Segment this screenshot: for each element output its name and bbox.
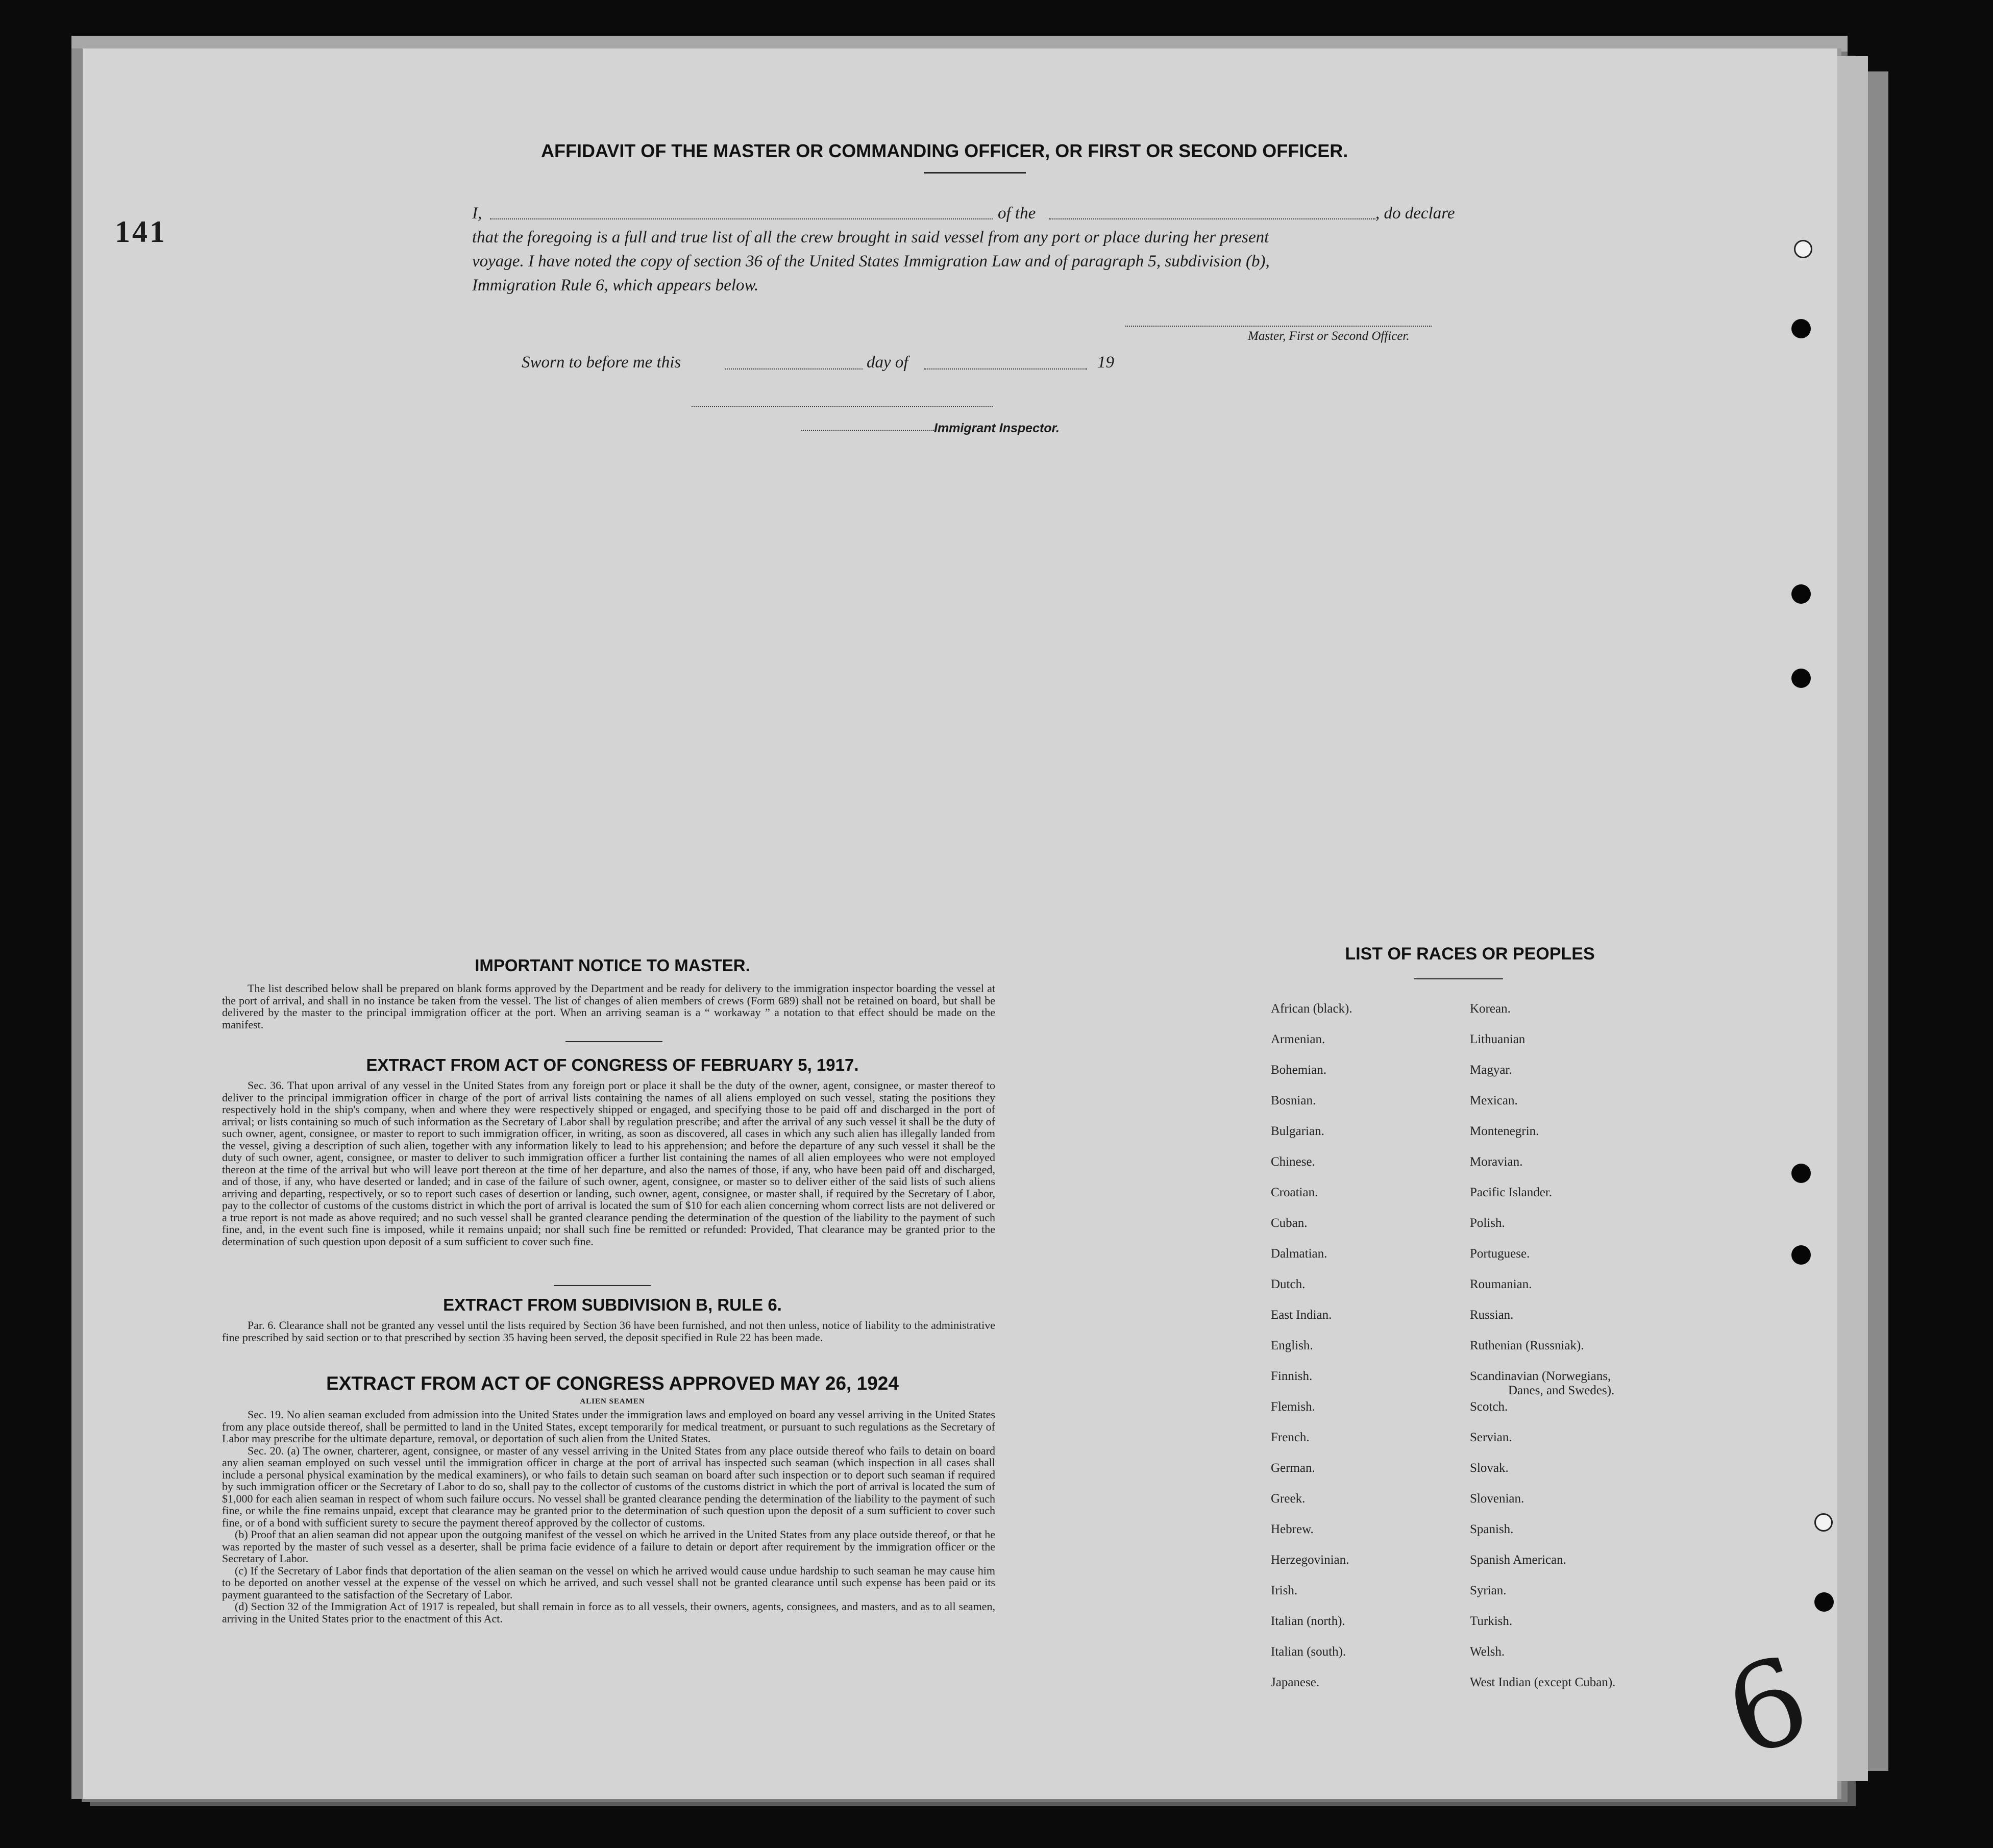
extract3-title: EXTRACT FROM ACT OF CONGRESS APPROVED MAY 26, 1924	[326, 1373, 899, 1394]
title-underline	[924, 172, 1026, 174]
race-entry: Greek.	[1271, 1492, 1306, 1506]
day-blank[interactable]	[725, 368, 863, 369]
race-entry: Hebrew.	[1271, 1522, 1314, 1536]
race-entry: Lithuanian	[1470, 1032, 1525, 1046]
binder-hole	[1791, 319, 1811, 338]
page-number: 141	[115, 215, 167, 249]
race-entry: Syrian.	[1470, 1584, 1507, 1597]
race-entry: Croatian.	[1271, 1186, 1318, 1199]
binder-hole	[1791, 669, 1811, 688]
extract3-subtitle: ALIEN SEAMEN	[580, 1397, 645, 1406]
race-entry: Finnish.	[1271, 1369, 1313, 1383]
inspector-label: Immigrant Inspector.	[934, 421, 1060, 435]
affidavit-line-2: that the foregoing is a full and true list of all the crew brought in said vessel from any port or place during her present	[472, 228, 1269, 247]
race-entry: Dutch.	[1271, 1277, 1306, 1291]
race-entry: Bohemian.	[1271, 1063, 1327, 1077]
race-entry: Italian (north).	[1271, 1614, 1345, 1628]
race-entry: Portuguese.	[1470, 1247, 1530, 1261]
race-entry: Italian (south).	[1271, 1645, 1346, 1659]
extract2-body: Par. 6. Clearance shall not be granted any vessel until the lists required by Section 36 have been furnished, and not then unless, notice of liability to the administrative fine prescribed by said section or to that prescribed by section 35 having been served, the deposit specified in Rule 22 has been made.	[222, 1319, 995, 1344]
divider	[565, 1041, 662, 1042]
race-entry: Servian.	[1470, 1431, 1512, 1444]
race-entry: Flemish.	[1271, 1400, 1315, 1414]
extract2-title: EXTRACT FROM SUBDIVISION B, RULE 6.	[443, 1295, 782, 1314]
race-entry: Ruthenian (Russniak).	[1470, 1339, 1584, 1352]
stacked-page-edge	[1837, 56, 1868, 1781]
notice-title: IMPORTANT NOTICE TO MASTER.	[475, 956, 750, 975]
race-entry: Moravian.	[1470, 1155, 1523, 1169]
stacked-page-edge-dark	[1868, 71, 1888, 1771]
race-entry: Scandinavian (Norwegians,	[1470, 1369, 1611, 1383]
race-entry: Dalmatian.	[1271, 1247, 1327, 1261]
race-entry: Russian.	[1470, 1308, 1514, 1322]
races-title-underline	[1414, 978, 1503, 979]
race-entry: Bulgarian.	[1271, 1124, 1324, 1138]
race-entry: Irish.	[1271, 1584, 1298, 1597]
affidavit-of-the: of the	[998, 204, 1036, 223]
race-entry: Armenian.	[1271, 1032, 1325, 1046]
divider	[554, 1285, 651, 1286]
race-entry: Magyar.	[1470, 1063, 1512, 1077]
race-entry: Roumanian.	[1470, 1277, 1532, 1291]
race-entry: Cuban.	[1271, 1216, 1308, 1230]
binder-hole	[1814, 1513, 1833, 1532]
race-entry: Pacific Islander.	[1470, 1186, 1553, 1199]
race-entry: Polish.	[1470, 1216, 1505, 1230]
day-of-label: day of	[867, 353, 908, 372]
month-blank[interactable]	[924, 368, 1087, 369]
inspector-signature-blank[interactable]	[692, 406, 993, 407]
binder-hole	[1791, 1164, 1811, 1183]
affidavit-line-3: voyage. I have noted the copy of section 36 of the United States Immigration Law and of paragraph 5, subdivision (b),	[472, 252, 1270, 270]
binder-hole	[1814, 1592, 1834, 1612]
race-entry: Slovenian.	[1470, 1492, 1524, 1506]
handwritten-number: 6	[1711, 1630, 1824, 1784]
race-entry: German.	[1271, 1461, 1315, 1475]
race-entry: Slovak.	[1470, 1461, 1509, 1475]
extract1-body: Sec. 36. That upon arrival of any vessel in the United States from any foreign port or place it shall be the duty of the owner, agent, consignee, or master thereof to deliver to the principal immigration officer in charge of the port of arrival lists containing the names of all aliens employed on such vessel, stating the positions they respectively hold in the ship's company, when and where they were respectively shipped or engaged, and specifying those to be paid off and discharged in the port of arrival; or lists containing so much of such information as the Secretary of Labor shall by regulation prescribe; and after the arrival of any such vessel it shall be the duty of such owner, agent, consignee, or master to report to such immigration officer, in writing, as soon as discovered, all cases in which any such alien has illegally landed from the vessel, giving a description of such alien, together with any information likely to lead to his apprehension; and before the departure of any such vessel it shall be the duty of such owner, agent, consignee, or master to deliver to such immigration officer a further list containing the names of all alien employees who were not employed thereon at the time of the arrival but who will leave port thereon at the time of her departure, and also the names of those, if any, who have been paid off and discharged, and of those, if any, who have deserted or landed; and in case of the failure of such owner, agent, consignee, or master so to deliver either of the said lists of such aliens arriving and departing, respectively, or so to report such cases of desertion or landing, such owner, agent, consignee, or master shall, if required by the Secretary of Labor, pay to the collector of customs of the customs district in which the port of arrival is located the sum of $10 for each alien concerning whom correct lists are not delivered or a true report is not made as above required; and no such vessel shall be granted clearance pending the determination of the question of the liability to the payment of such fine, and, in the event such fine is imposed, while it remains unpaid; nor shall such fine be remitted or refunded: Provided, That clearance may be granted prior to the determination of such question upon deposit of a sum sufficient to cover such fine.	[222, 1079, 995, 1248]
binder-hole	[1794, 240, 1812, 258]
vessel-blank[interactable]	[1049, 218, 1375, 219]
race-entry: Bosnian.	[1271, 1094, 1316, 1107]
extract1-title: EXTRACT FROM ACT OF CONGRESS OF FEBRUARY 5, 1917.	[366, 1055, 859, 1074]
race-entry: Welsh.	[1470, 1645, 1505, 1659]
extract3-body	[222, 1409, 995, 1624]
race-entry: Scotch.	[1470, 1400, 1508, 1414]
extract3-sec19: Sec. 19. No alien seaman excluded from admission into the United States under the immigration laws and employed on board any vessel arriving in the United States from any place outside thereof, shall be permitted to land in the United States, except temporarily for medical treatment, or pursuant to such regulations as the Secretary of Labor may prescribe for the ultimate departure, removal, or deportation of such alien from the United States.	[222, 1408, 995, 1445]
inspector-dots	[801, 430, 934, 431]
race-entry: West Indian (except Cuban).	[1470, 1675, 1616, 1689]
signature-label: Master, First or Second Officer.	[1248, 329, 1410, 343]
extract3-sec20c: (c) If the Secretary of Labor finds that deportation of the alien seaman on the vessel on which he arrived would cause undue hardship to such seaman he may cause him to be deported on another vessel at the expense of the vessel on which he arrived, and such vessel shall not be granted clearance until such expense has been paid or its payment guaranteed to the satisfaction of the Secretary of Labor.	[222, 1564, 995, 1601]
race-entry: East Indian.	[1271, 1308, 1332, 1322]
extract3-sec20a: Sec. 20. (a) The owner, charterer, agent, consignee, or master of any vessel arriving in the United States from any place outside thereof who fails to detain on board any alien seaman employed on such vessel until the immigration officer in charge at the port of arrival has inspected such seaman (which inspection in all cases shall include a personal physical examination by the medical examiners), or who fails to detain such seaman on board after such inspection or to deport such seaman if required by such immigration officer or the Secretary of Labor to do so, shall pay to the collector of customs of the customs district in which the port of arrival is located the sum of $1,000 for each alien seaman in respect of whom such failure occurs. No vessel shall be granted clearance pending the determination of the liability to the payment of such fine, or while the fine remains unpaid, except that clearance may be granted prior to the determination of such question upon the deposit of a sum sufficient to cover such fine, or of a bond with sufficient surety to secure the payment thereof approved by the collector of customs.	[222, 1444, 995, 1529]
signature-blank[interactable]	[1125, 326, 1432, 327]
affidavit-declare: , do declare	[1375, 204, 1455, 223]
race-entry: Japanese.	[1271, 1675, 1320, 1689]
extract3-sec20b: (b) Proof that an alien seaman did not appear upon the outgoing manifest of the vessel on which he arrived in the United States from any place outside thereof, or that he was reported by the master of such vessel as a deserter, shall be prima facie evidence of a failure to detain or deport after requirement by the immigration officer or the Secretary of Labor.	[222, 1528, 995, 1565]
race-entry: African (black).	[1271, 1002, 1352, 1016]
races-title: LIST OF RACES OR PEOPLES	[1345, 944, 1595, 964]
extract3-sec20d: (d) Section 32 of the Immigration Act of 1917 is repealed, but shall remain in force as to all vessels, their owners, agents, consignees, and masters, and as to all seamen, arriving in the United States prior to the enactment of this Act.	[222, 1600, 995, 1625]
affidavit-i: I,	[472, 204, 482, 223]
name-blank[interactable]	[490, 218, 993, 219]
page-left-shadow	[71, 48, 83, 1799]
race-entry: French.	[1271, 1431, 1310, 1444]
binder-hole	[1791, 584, 1811, 604]
race-entry: Korean.	[1470, 1002, 1511, 1016]
sworn-label: Sworn to before me this	[522, 353, 681, 372]
year-label: 19	[1097, 353, 1114, 372]
race-entry: Mexican.	[1470, 1094, 1518, 1107]
affidavit-line-4: Immigration Rule 6, which appears below.	[472, 276, 759, 294]
race-entry: Spanish.	[1470, 1522, 1514, 1536]
notice-body: The list described below shall be prepared on blank forms approved by the Department and be ready for delivery to the immigration inspector boarding the vessel at the port of arrival, and shall in no instance be taken from the vessel. The list of changes of alien members of crews (Form 689) shall not be retained on board, but shall be delivered by the master to the principal immigration officer at the port. When an arriving seaman is a “ workaway ” a notation to that effect should be made on the manifest.	[222, 982, 995, 1031]
race-entry: Herzegovinian.	[1271, 1553, 1349, 1567]
race-entry: Chinese.	[1271, 1155, 1315, 1169]
race-entry: Spanish American.	[1470, 1553, 1566, 1567]
affidavit-title: AFFIDAVIT OF THE MASTER OR COMMANDING OFFICER, OR FIRST OR SECOND OFFICER.	[541, 140, 1348, 161]
race-entry: Turkish.	[1470, 1614, 1513, 1628]
race-entry: Montenegrin.	[1470, 1124, 1539, 1138]
race-entry: English.	[1271, 1339, 1313, 1352]
binder-hole	[1791, 1245, 1811, 1265]
race-entry-continuation: Danes, and Swedes).	[1508, 1384, 1615, 1397]
